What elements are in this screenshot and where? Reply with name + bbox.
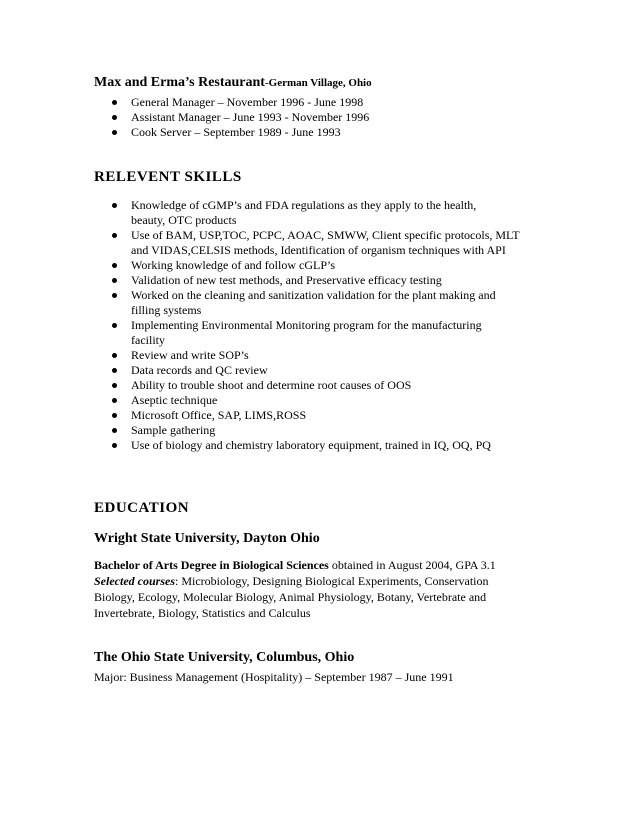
bullet-icon [112,263,117,268]
ohio-state-major: Major: Business Management (Hospitality) – September 1987 – June 1991 [94,670,454,684]
list-item: General Manager – November 1996 - June 1998 [131,95,554,110]
bullet-icon [112,428,117,433]
bullet-icon [112,115,117,120]
bullet-icon [112,368,117,373]
education-title: EDUCATION [94,500,190,516]
bullet-icon [112,353,117,358]
bullet-icon [112,383,117,388]
bullet-icon [112,100,117,105]
list-item: Ability to trouble shoot and determine root causes of OOS [131,378,554,393]
list-item: Use of BAM, USP,TOC, PCPC, AOAC, SMWW, Client specific protocols, MLT and VIDAS,CELSIS methods, Identification of organism techniques with API [131,228,554,258]
list-item: Use of biology and chemistry laboratory equipment, trained in IQ, OQ, PQ [131,438,554,453]
list-item: Sample gathering [131,423,554,438]
employer-location: -German Village, Ohio [264,77,372,89]
ohio-state-heading: The Ohio State University, Columbus, Ohio [94,650,355,665]
wright-state-degree: Bachelor of Arts Degree in Biological Sciences obtained in August 2004, GPA 3.1 Selected courses: Microbiology, Designing Biological Experiments, Conservation Biology, Ecology, Molecular Biology, Animal Physiology, Botany, Vertebrate and Invertebrate, Biology, Statistics and Calculus [94,558,496,620]
bullet-icon [112,323,117,328]
list-item: Cook Server – September 1989 - June 1993 [131,125,554,140]
list-item: Review and write SOP’s [131,348,554,363]
list-item: Knowledge of cGMP’s and FDA regulations as they apply to the health, beauty, OTC products [131,198,554,228]
position-list [94,95,554,140]
list-item: Validation of new test methods, and Preservative efficacy testing [131,273,554,288]
resume-page [94,74,554,685]
bullet-icon [112,443,117,448]
bullet-icon [112,413,117,418]
list-item: Microsoft Office, SAP, LIMS,ROSS [131,408,554,423]
bullet-icon [112,233,117,238]
skills-title: RELEVENT SKILLS [94,169,242,185]
list-item: Assistant Manager – June 1993 - November 1996 [131,110,554,125]
bullet-icon [112,278,117,283]
bullet-icon [112,293,117,298]
bullet-icon [112,203,117,208]
list-item: Aseptic technique [131,393,554,408]
list-item: Worked on the cleaning and sanitization validation for the plant making and filling systems [131,288,554,318]
list-item: Working knowledge of and follow cGLP’s [131,258,554,273]
bullet-icon [112,130,117,135]
bullet-icon [112,398,117,403]
list-item: Data records and QC review [131,363,554,378]
list-item: Implementing Environmental Monitoring program for the manufacturing facility [131,318,554,348]
employer-name: Max and Erma’s Restaurant [94,75,265,90]
skills-list [94,198,554,453]
wright-state-heading: Wright State University, Dayton Ohio [94,531,320,546]
employer-heading [94,74,554,92]
